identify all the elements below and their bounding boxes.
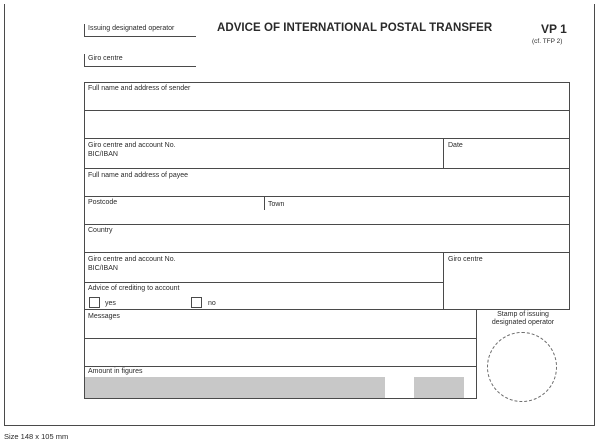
payee-account-label: Giro centre and account No. <box>88 256 176 263</box>
form-reference: (cf. TFP 2) <box>532 38 563 45</box>
sender-label: Full name and address of sender <box>88 85 191 92</box>
advice-label: Advice of crediting to account <box>88 285 180 292</box>
stamp-label <box>478 311 568 327</box>
header-giro-centre-field[interactable] <box>84 54 196 67</box>
amount-cents-field[interactable] <box>414 377 464 398</box>
stamp-circle[interactable] <box>487 332 557 402</box>
issuing-operator-field[interactable] <box>84 24 196 37</box>
date-label: Date <box>448 142 463 149</box>
header-giro-centre-label: Giro centre <box>88 55 123 62</box>
advice-no-label: no <box>208 300 216 307</box>
stamp-label-line1: Stamp of issuing <box>497 311 549 318</box>
messages-bottom-line <box>84 366 476 367</box>
postcode-label: Postcode <box>88 199 118 206</box>
advice-yes-label: yes <box>105 300 116 307</box>
amount-bottom-line <box>84 398 476 399</box>
town-field[interactable] <box>265 197 569 223</box>
sender-divider <box>84 110 570 111</box>
issuing-operator-label: Issuing designated operator <box>88 25 175 32</box>
country-label: Country <box>88 227 113 234</box>
page-left-border <box>4 4 5 426</box>
payee-bic-label: BIC/IBAN <box>88 265 118 272</box>
form-code: VP 1 <box>541 22 567 36</box>
amount-label: Amount in figures <box>88 368 143 375</box>
advice-yes-checkbox[interactable] <box>89 297 100 308</box>
form-title: ADVICE OF INTERNATIONAL POSTAL TRANSFER <box>217 22 493 34</box>
messages-divider <box>84 338 476 339</box>
town-label: Town <box>268 201 285 208</box>
payee-account-bottom-line <box>84 282 443 283</box>
messages-right-border <box>476 310 477 399</box>
amount-main-field[interactable] <box>85 377 385 398</box>
payee-label: Full name and address of payee <box>88 172 189 179</box>
advice-no-checkbox[interactable] <box>191 297 202 308</box>
size-note: Size 148 x 105 mm <box>4 432 69 441</box>
stamp-label-line2: designated operator <box>491 319 555 326</box>
country-field[interactable] <box>85 225 569 251</box>
page-right-border <box>594 4 595 426</box>
sender-bic-label: BIC/IBAN <box>88 151 118 158</box>
payee-giro-centre-label: Giro centre <box>448 256 483 263</box>
sender-account-label: Giro centre and account No. <box>88 142 176 149</box>
messages-label: Messages <box>88 313 120 320</box>
page-bottom-border <box>4 425 594 426</box>
